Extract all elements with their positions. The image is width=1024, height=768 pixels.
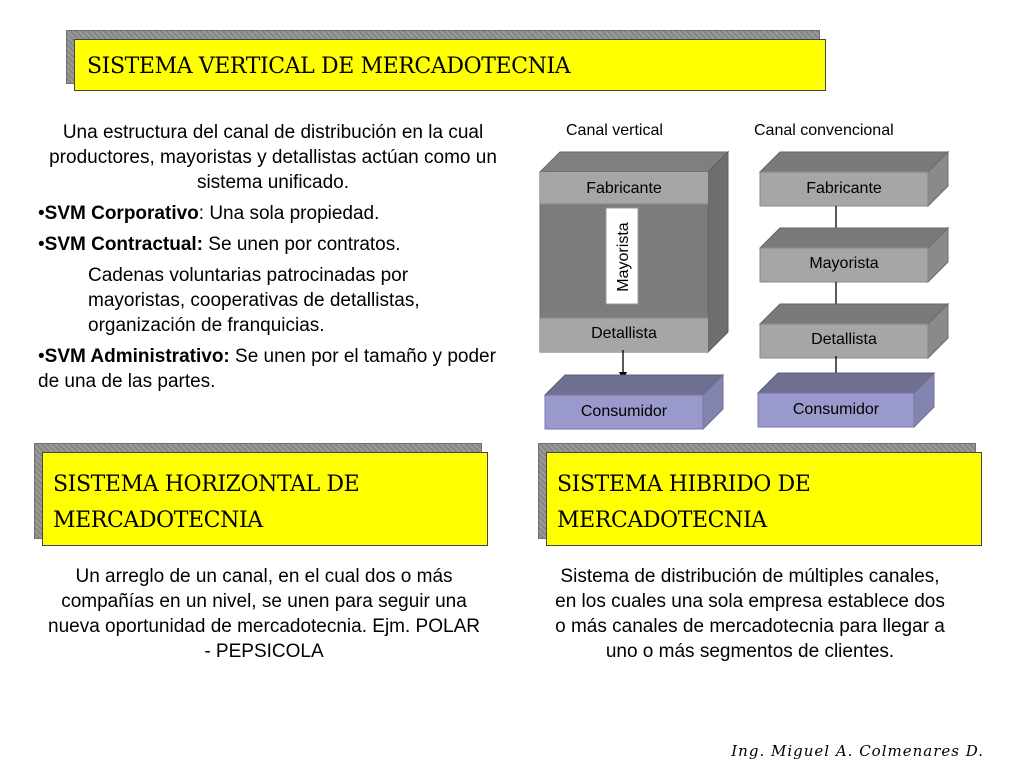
vertical-fabricante-label: Fabricante — [586, 180, 662, 197]
bullet-bold: SVM Corporativo — [44, 203, 199, 224]
heading-canal-vertical: Canal vertical — [566, 122, 663, 139]
bullet-administrativo: •SVM Administrativo: Se unen por el tamaño y poder de una de las partes. — [38, 346, 496, 392]
bullet-corporativo: •SVM Corporativo: Una sola propiedad. — [38, 203, 380, 224]
vertical-title — [74, 39, 826, 91]
bullet-text: Se unen por el tamaño y poder de una de las partes. — [38, 346, 496, 392]
bullet-bold: SVM Contractual: — [44, 234, 204, 255]
hybrid-description: Sistema de distribución de múltiples canales, en los cuales una sola empresa establece dos o más canales de mercadotecnia para llegar a uno o más segmentos de clientes. — [555, 566, 945, 662]
conv-detallista-label: Detallista — [811, 331, 877, 348]
horizontal-title-line1: SISTEMA HORIZONTAL DE — [53, 472, 360, 497]
vertical-consumer-label: Consumidor — [580, 403, 668, 420]
conv-consumer-label: Consumidor — [792, 401, 880, 418]
conv-fabricante-label: Fabricante — [806, 180, 882, 197]
contractual-detail: Cadenas voluntarias patrocinadas por mayoristas, cooperativas de detallistas, organización de franquicias. — [88, 265, 420, 336]
hybrid-title-line2: MERCADOTECNIA — [557, 508, 767, 533]
author-signature: Ing. Miguel A. Colmenares D. — [731, 742, 984, 760]
bullet-text: Se unen por contratos. — [203, 234, 401, 255]
horizontal-title — [42, 452, 488, 546]
vertical-mayorista-label: Mayorista — [615, 222, 632, 292]
bullet-text: : Una sola propiedad. — [198, 203, 380, 224]
hybrid-title — [546, 452, 982, 546]
horizontal-description: Un arreglo de un canal, en el cual dos o más compañías en un nivel, se unen para seguir una nueva oportunidad de mercadotecnia. Ejm. POLAR - PEPSICOLA — [48, 566, 480, 662]
horizontal-title-line2: MERCADOTECNIA — [53, 508, 263, 533]
vertical-title-text: SISTEMA VERTICAL DE MERCADOTECNIA — [87, 54, 571, 79]
vertical-description — [38, 120, 508, 394]
bullet-bold: SVM Administrativo: — [44, 346, 230, 367]
vertical-intro: Una estructura del canal de distribución en la cual productores, mayoristas y detallistas actúan como un sistema unificado. — [49, 122, 497, 193]
conv-mayorista-label: Mayorista — [809, 255, 879, 272]
bullet-contractual: •SVM Contractual: Se unen por contratos. — [38, 234, 401, 255]
hybrid-title-line1: SISTEMA HIBRIDO DE — [557, 472, 811, 497]
heading-canal-convencional: Canal convencional — [754, 122, 894, 139]
vertical-detallista-label: Detallista — [591, 325, 657, 342]
